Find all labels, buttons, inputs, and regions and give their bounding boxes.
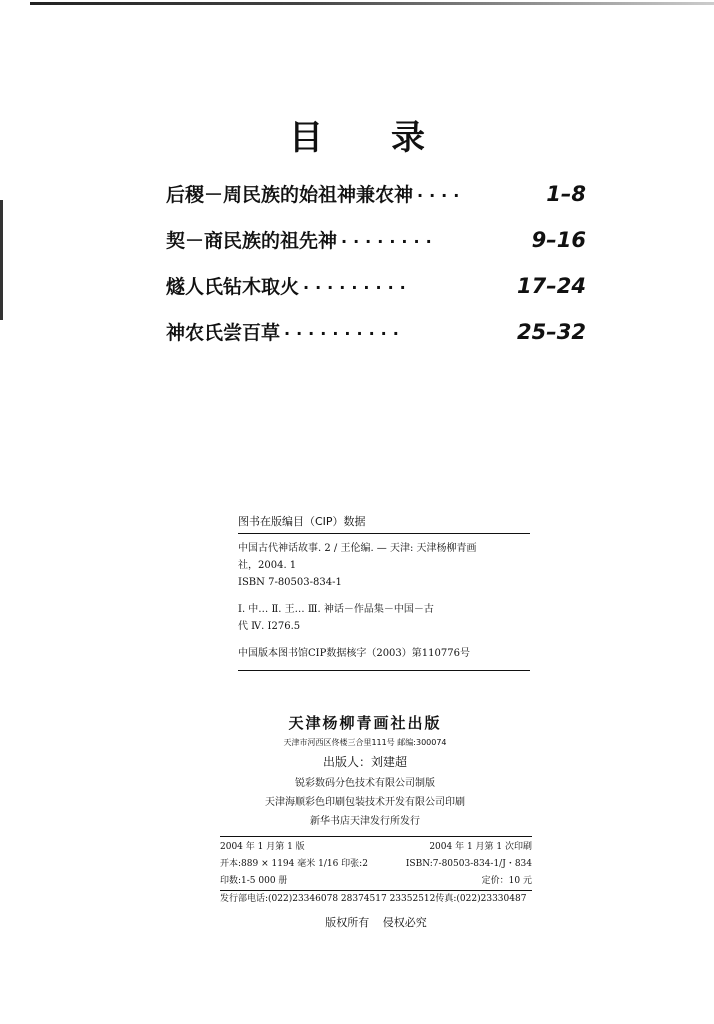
toc-item-leader: ········ <box>341 232 438 251</box>
format-row <box>220 856 532 873</box>
toc-item-label: 后稷－周民族的始祖神兼农神 <box>166 184 414 206</box>
toc-item-leader: ·········· <box>284 324 405 343</box>
publisher-address: 天津市河西区佟楼三合里111号 邮编:300074 <box>283 738 447 747</box>
price: 定价：10 元 <box>481 876 532 886</box>
toc-item-label: 契－商民族的祖先神 <box>166 230 338 252</box>
cip-line: 社，2004. 1 <box>238 560 297 571</box>
toc-item-leader: ········· <box>303 278 412 297</box>
cip-record <box>238 533 530 671</box>
cip-line: 代 Ⅳ. I276.5 <box>238 621 301 632</box>
copyright-notice: 版权所有 侵权必究 <box>325 916 427 929</box>
distribution: 新华书店天津发行所发行 <box>310 816 420 827</box>
toc-item[interactable] <box>166 180 586 226</box>
toc-item[interactable] <box>166 226 586 272</box>
publisher-name: 天津杨柳青画社出版 <box>288 714 442 732</box>
copies-row <box>220 873 532 891</box>
toc-item-pages: 17–24 <box>517 274 586 298</box>
toc-item-label: 神农氏尝百草 <box>166 322 281 344</box>
toc-item-pages: 9–16 <box>531 228 586 252</box>
publisher-person: 出版人：刘建超 <box>322 755 407 769</box>
copies: 印数:1-5 000 册 <box>220 876 288 886</box>
cip-line: Ⅰ. 中… Ⅱ. 王… Ⅲ. 神话－作品集－中国－古 <box>238 604 434 615</box>
edition-row <box>220 836 532 856</box>
toc-item-pages: 25–32 <box>517 320 586 344</box>
plate-making: 锐彩数码分色技术有限公司制版 <box>295 778 435 789</box>
toc-item-leader: ···· <box>417 186 466 205</box>
printing-company: 天津海顺彩色印刷包装技术开发有限公司印刷 <box>265 797 465 808</box>
toc-title: 目录 <box>289 118 493 158</box>
format: 开本:889 × 1194 毫米 1/16 印张:2 <box>220 859 368 869</box>
cip-title: 图书在版编目（CIP）数据 <box>238 515 366 528</box>
scan-edge-left <box>0 200 3 320</box>
phones: 发行部电话:(022)23346078 28374517 23352512传真:(022)23330487 <box>220 894 527 904</box>
scan-edge-top <box>30 2 714 5</box>
print-run: 2004 年 1 月第 1 次印刷 <box>429 842 532 852</box>
toc-item-pages: 1–8 <box>546 182 586 206</box>
phones-row <box>220 891 532 908</box>
publisher-block <box>200 712 530 827</box>
toc-item-label: 燧人氏钻木取火 <box>166 276 300 298</box>
toc-item[interactable] <box>166 272 586 318</box>
isbn: ISBN:7-80503-834-1/J・834 <box>405 859 532 869</box>
cip-line: 中国版本图书馆CIP数据核字（2003）第110776号 <box>238 648 470 659</box>
cip-line: ISBN 7-80503-834-1 <box>238 577 342 588</box>
toc-item[interactable] <box>166 318 586 364</box>
toc-list <box>166 180 586 364</box>
cip-block <box>238 513 530 671</box>
specs-block <box>220 834 532 930</box>
edition: 2004 年 1 月第 1 版 <box>220 842 305 852</box>
cip-line: 中国古代神话故事. 2 / 王伦编. — 天津: 天津杨柳青画 <box>238 543 477 554</box>
